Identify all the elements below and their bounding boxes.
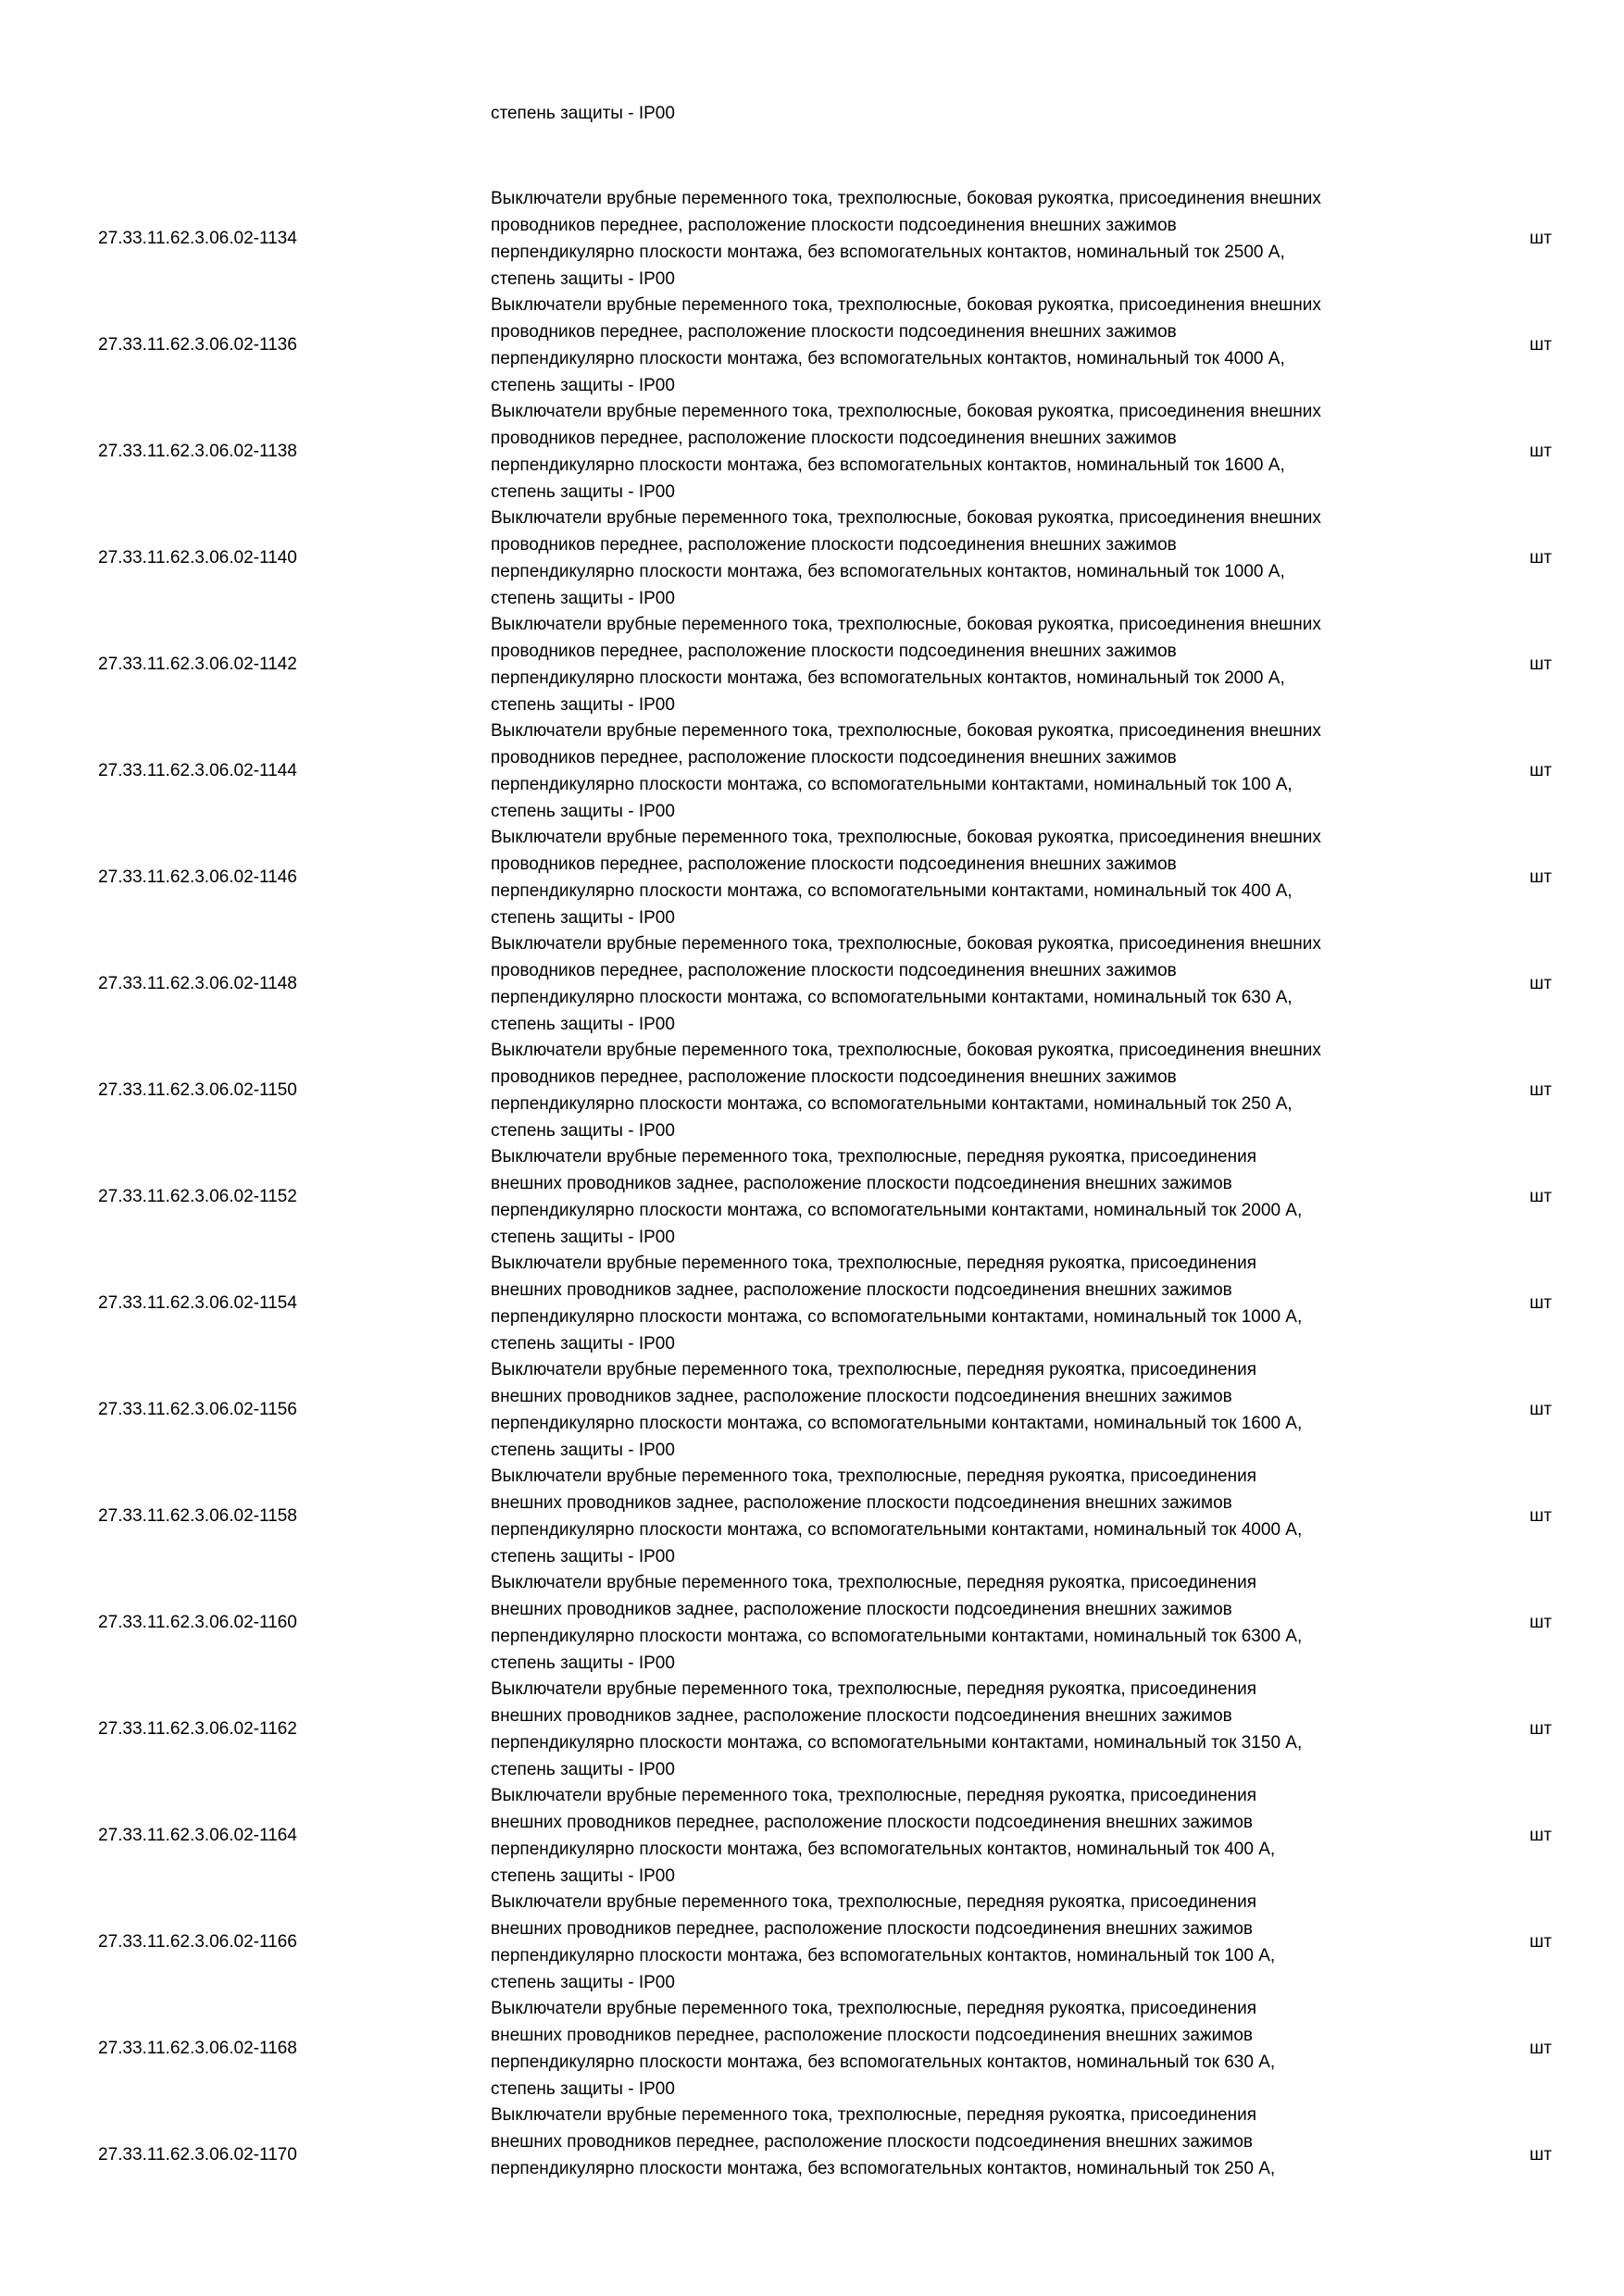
item-code: 27.33.11.62.3.06.02-1162 [98,1719,297,1739]
description-line: Выключатели врубные переменного тока, трехполюсные, передняя рукоятка, присоединения [491,1999,1257,2018]
item-description [491,824,1491,931]
table-row [0,1356,1624,1464]
item-code: 27.33.11.62.3.06.02-1150 [98,1080,297,1100]
description-line: Выключатели врубные переменного тока, трехполюсные, передняя рукоятка, присоединения [491,2105,1257,2125]
description-line: перпендикулярно плоскости монтажа, со вспомогательными контактами, номинальный ток 1600 А, [491,1414,1303,1433]
item-code: 27.33.11.62.3.06.02-1152 [98,1187,297,1206]
description-line: Выключатели врубные переменного тока, трехполюсные, передняя рукоятка, присоединения [491,1892,1257,1912]
item-description [491,398,1491,505]
item-unit: шт [1530,548,1552,568]
item-description [491,1037,1491,1144]
item-unit: шт [1530,1826,1552,1845]
item-unit: шт [1530,1293,1552,1313]
table-row [0,930,1624,1038]
description-line: проводников переднее, расположение плоскости подсоединения внешних зажимов [491,855,1177,874]
continued-description-fragment: степень защиты - IP00 [491,104,675,123]
description-line: Выключатели врубные переменного тока, трехполюсные, передняя рукоятка, присоединения [491,1466,1257,1486]
item-unit: шт [1530,335,1552,355]
description-line: степень защиты - IP00 [491,1653,675,1673]
item-code: 27.33.11.62.3.06.02-1140 [98,548,297,568]
description-line: проводников переднее, расположение плоскости подсоединения внешних зажимов [491,748,1177,767]
description-line: Выключатели врубные переменного тока, трехполюсные, передняя рукоятка, присоединения [491,1679,1257,1699]
description-line: перпендикулярно плоскости монтажа, со вспомогательными контактами, номинальный ток 250 А, [491,1094,1293,1114]
description-line: Выключатели врубные переменного тока, трехполюсные, боковая рукоятка, присоединения внешних [491,508,1321,528]
description-line: проводников переднее, расположение плоскости подсоединения внешних зажимов [491,642,1177,661]
item-description [491,505,1491,612]
table-row [0,185,1624,293]
description-line: степень защиты - IP00 [491,482,675,502]
table-row [0,824,1624,931]
item-unit: шт [1530,761,1552,780]
item-code: 27.33.11.62.3.06.02-1170 [98,2145,297,2165]
table-row [0,1037,1624,1144]
description-line: степень защиты - IP00 [491,589,675,608]
item-code: 27.33.11.62.3.06.02-1164 [98,1826,297,1845]
description-line: перпендикулярно плоскости монтажа, без вспомогательных контактов, номинальный ток 250 А, [491,2159,1276,2178]
description-line: Выключатели врубные переменного тока, трехполюсные, боковая рукоятка, присоединения внешних [491,295,1321,315]
table-row [0,1143,1624,1251]
description-line: перпендикулярно плоскости монтажа, со вспомогательными контактами, номинальный ток 3150 А, [491,1733,1303,1753]
description-line: степень защиты - IP00 [491,802,675,821]
description-line: проводников переднее, расположение плоскости подсоединения внешних зажимов [491,1067,1177,1087]
item-description [491,2102,1491,2182]
description-line: Выключатели врубные переменного тока, трехполюсные, передняя рукоятка, присоединения [491,1147,1257,1167]
item-unit: шт [1530,1080,1552,1100]
item-description [491,1356,1491,1464]
table-row [0,1569,1624,1677]
description-line: степень защиты - IP00 [491,1547,675,1566]
description-line: степень защиты - IP00 [491,1441,675,1460]
description-line: Выключатели врубные переменного тока, трехполюсные, боковая рукоятка, присоединения внешних [491,402,1321,421]
item-description [491,1676,1491,1783]
item-unit: шт [1530,1719,1552,1739]
description-line: степень защиты - IP00 [491,1760,675,1779]
description-line: степень защиты - IP00 [491,695,675,715]
table-row [0,505,1624,612]
item-unit: шт [1530,442,1552,461]
table-row [0,292,1624,399]
item-unit: шт [1530,867,1552,887]
description-line: степень защиты - IP00 [491,1121,675,1141]
item-code: 27.33.11.62.3.06.02-1144 [98,761,297,780]
description-line: внешних проводников заднее, расположение плоскости подсоединения внешних зажимов [491,1174,1232,1193]
item-description [491,1782,1491,1890]
item-unit: шт [1530,1506,1552,1526]
item-description [491,1250,1491,1357]
item-description [491,292,1491,399]
item-description [491,930,1491,1038]
description-line: внешних проводников переднее, расположение плоскости подсоединения внешних зажимов [491,2026,1254,2045]
description-line: внешних проводников заднее, расположение плоскости подсоединения внешних зажимов [491,1493,1232,1513]
item-unit: шт [1530,1187,1552,1206]
description-line: степень защиты - IP00 [491,1973,675,1992]
description-line: степень защиты - IP00 [491,908,675,928]
description-line: степень защиты - IP00 [491,1228,675,1247]
table-row [0,1463,1624,1570]
description-line: Выключатели врубные переменного тока, трехполюсные, передняя рукоятка, присоединения [491,1786,1257,1805]
item-code: 27.33.11.62.3.06.02-1156 [98,1400,297,1419]
description-line: перпендикулярно плоскости монтажа, без вспомогательных контактов, номинальный ток 1600 А, [491,455,1285,475]
description-line: внешних проводников переднее, расположение плоскости подсоединения внешних зажимов [491,2132,1254,2152]
item-unit: шт [1530,655,1552,674]
description-line: степень защиты - IP00 [491,1015,675,1034]
table-row [0,2102,1624,2209]
item-unit: шт [1530,2145,1552,2165]
item-code: 27.33.11.62.3.06.02-1166 [98,1932,297,1952]
description-line: степень защиты - IP00 [491,1334,675,1354]
description-line: перпендикулярно плоскости монтажа, без вспомогательных контактов, номинальный ток 2000 А, [491,668,1285,688]
item-description [491,718,1491,825]
description-line: степень защиты - IP00 [491,1866,675,1886]
description-line: Выключатели врубные переменного тока, трехполюсные, боковая рукоятка, присоединения внешних [491,828,1321,847]
description-line: перпендикулярно плоскости монтажа, без вспомогательных контактов, номинальный ток 4000 А, [491,349,1285,368]
description-line: перпендикулярно плоскости монтажа, без вспомогательных контактов, номинальный ток 100 А, [491,1946,1276,1965]
table-row [0,1676,1624,1783]
description-line: Выключатели врубные переменного тока, трехполюсные, боковая рукоятка, присоединения внешних [491,721,1321,741]
item-code: 27.33.11.62.3.06.02-1160 [98,1613,297,1632]
description-line: перпендикулярно плоскости монтажа, без вспомогательных контактов, номинальный ток 1000 А, [491,562,1285,581]
description-line: перпендикулярно плоскости монтажа, со вспомогательными контактами, номинальный ток 1000 А, [491,1307,1303,1327]
item-unit: шт [1530,229,1552,248]
item-unit: шт [1530,1400,1552,1419]
description-line: внешних проводников заднее, расположение плоскости подсоединения внешних зажимов [491,1280,1232,1300]
description-line: Выключатели врубные переменного тока, трехполюсные, боковая рукоятка, присоединения внешних [491,189,1321,208]
description-line: Выключатели врубные переменного тока, трехполюсные, передняя рукоятка, присоединения [491,1573,1257,1592]
table-row [0,1889,1624,1996]
table-row [0,1250,1624,1357]
description-line: перпендикулярно плоскости монтажа, со вспомогательными контактами, номинальный ток 100 А, [491,775,1293,794]
item-description [491,1889,1491,1996]
description-line: Выключатели врубные переменного тока, трехполюсные, боковая рукоятка, присоединения внешних [491,615,1321,634]
item-description [491,1569,1491,1677]
description-line: внешних проводников переднее, расположение плоскости подсоединения внешних зажимов [491,1919,1254,1939]
item-code: 27.33.11.62.3.06.02-1134 [98,229,297,248]
description-line: проводников переднее, расположение плоскости подсоединения внешних зажимов [491,961,1177,980]
item-unit: шт [1530,974,1552,993]
item-unit: шт [1530,1613,1552,1632]
table-row [0,398,1624,505]
table-row [0,718,1624,825]
description-line: перпендикулярно плоскости монтажа, со вспомогательными контактами, номинальный ток 630 А, [491,988,1293,1007]
description-line: проводников переднее, расположение плоскости подсоединения внешних зажимов [491,216,1177,235]
description-line: степень защиты - IP00 [491,376,675,395]
description-line: внешних проводников заднее, расположение плоскости подсоединения внешних зажимов [491,1706,1232,1726]
item-code: 27.33.11.62.3.06.02-1142 [98,655,297,674]
description-line: внешних проводников заднее, расположение плоскости подсоединения внешних зажимов [491,1387,1232,1406]
description-line: перпендикулярно плоскости монтажа, со вспомогательными контактами, номинальный ток 2000 А, [491,1201,1303,1220]
description-line: внешних проводников заднее, расположение плоскости подсоединения внешних зажимов [491,1600,1232,1619]
description-line: Выключатели врубные переменного тока, трехполюсные, передняя рукоятка, присоединения [491,1360,1257,1379]
description-line: перпендикулярно плоскости монтажа, со вспомогательными контактами, номинальный ток 6300 А, [491,1627,1303,1646]
description-line: степень защиты - IP00 [491,2079,675,2099]
item-description [491,185,1491,293]
item-description [491,1995,1491,2103]
description-line: внешних проводников переднее, расположение плоскости подсоединения внешних зажимов [491,1813,1254,1832]
item-code: 27.33.11.62.3.06.02-1158 [98,1506,297,1526]
description-line: Выключатели врубные переменного тока, трехполюсные, боковая рукоятка, присоединения внешних [491,934,1321,954]
description-line: проводников переднее, расположение плоскости подсоединения внешних зажимов [491,429,1177,448]
item-code: 27.33.11.62.3.06.02-1154 [98,1293,297,1313]
table-row [0,1995,1624,2103]
description-line: проводников переднее, расположение плоскости подсоединения внешних зажимов [491,535,1177,555]
description-line: степень защиты - IP00 [491,269,675,289]
item-code: 27.33.11.62.3.06.02-1136 [98,335,297,355]
description-line: Выключатели врубные переменного тока, трехполюсные, боковая рукоятка, присоединения внешних [491,1041,1321,1060]
description-line: перпендикулярно плоскости монтажа, без вспомогательных контактов, номинальный ток 630 А, [491,2053,1276,2072]
item-code: 27.33.11.62.3.06.02-1148 [98,974,297,993]
item-code: 27.33.11.62.3.06.02-1146 [98,867,297,887]
item-description [491,611,1491,718]
item-unit: шт [1530,2039,1552,2058]
description-line: проводников переднее, расположение плоскости подсоединения внешних зажимов [491,322,1177,342]
description-line: перпендикулярно плоскости монтажа, без вспомогательных контактов, номинальный ток 2500 А, [491,243,1285,262]
item-code: 27.33.11.62.3.06.02-1168 [98,2039,297,2058]
description-line: Выключатели врубные переменного тока, трехполюсные, передняя рукоятка, присоединения [491,1254,1257,1273]
item-unit: шт [1530,1932,1552,1952]
description-line: перпендикулярно плоскости монтажа, со вспомогательными контактами, номинальный ток 4000 А, [491,1520,1303,1540]
item-description [491,1463,1491,1570]
item-description [491,1143,1491,1251]
description-line: перпендикулярно плоскости монтажа, без вспомогательных контактов, номинальный ток 400 А, [491,1840,1276,1859]
item-code: 27.33.11.62.3.06.02-1138 [98,442,297,461]
table-row [0,1782,1624,1890]
description-line: перпендикулярно плоскости монтажа, со вспомогательными контактами, номинальный ток 400 А, [491,881,1293,901]
table-row [0,611,1624,718]
